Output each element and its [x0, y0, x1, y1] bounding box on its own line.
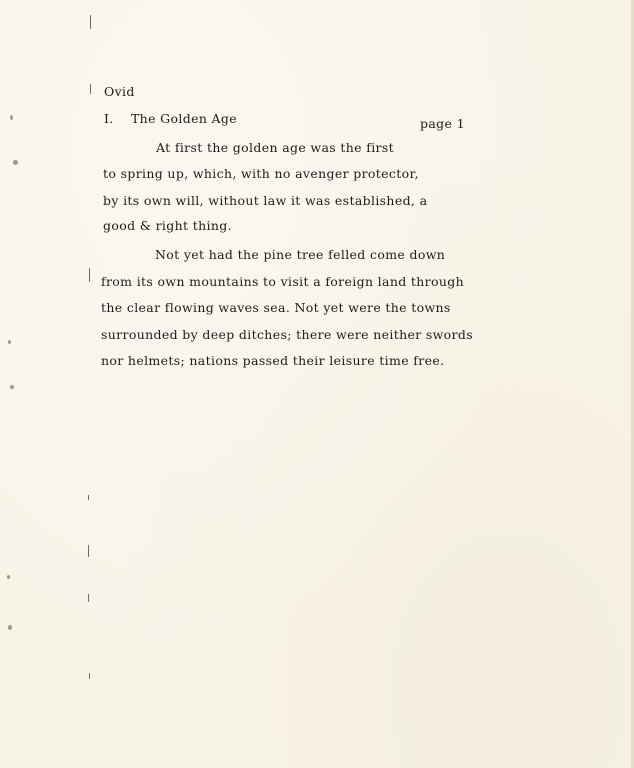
binding-mark — [90, 15, 91, 29]
binding-mark — [88, 545, 89, 557]
section-number: I. — [104, 111, 114, 126]
paragraph-2-line: surrounded by deep ditches; there were neither swords — [101, 327, 474, 342]
author-name: Ovid — [104, 84, 135, 99]
paragraph-1-line: good & right thing. — [103, 218, 232, 233]
punch-hole-mark — [10, 115, 13, 120]
binding-mark — [89, 673, 90, 679]
paragraph-1-line: by its own will, without law it was established, a — [103, 193, 428, 208]
binding-mark — [88, 495, 89, 500]
punch-hole-mark — [7, 575, 10, 579]
binding-mark — [90, 84, 91, 94]
paragraph-1-line: At first the golden age was the first — [156, 140, 395, 155]
section-title: The Golden Age — [131, 111, 238, 126]
punch-hole-mark — [10, 385, 14, 389]
paragraph-2-line: from its own mountains to visit a foreign land through — [101, 274, 465, 289]
paragraph-2-line: the clear flowing waves sea. Not yet were the towns — [101, 300, 451, 315]
paragraph-2-line: Not yet had the pine tree felled come down — [155, 247, 446, 262]
punch-hole-mark — [8, 625, 12, 630]
punch-hole-mark — [13, 160, 18, 165]
paragraph-2-line: nor helmets; nations passed their leisure time free. — [101, 353, 445, 368]
binding-mark — [89, 268, 90, 282]
paragraph-1-line: to spring up, which, with no avenger protector, — [103, 166, 419, 181]
page-number: page 1 — [420, 116, 465, 131]
punch-hole-mark — [8, 340, 11, 344]
binding-mark — [88, 594, 89, 602]
